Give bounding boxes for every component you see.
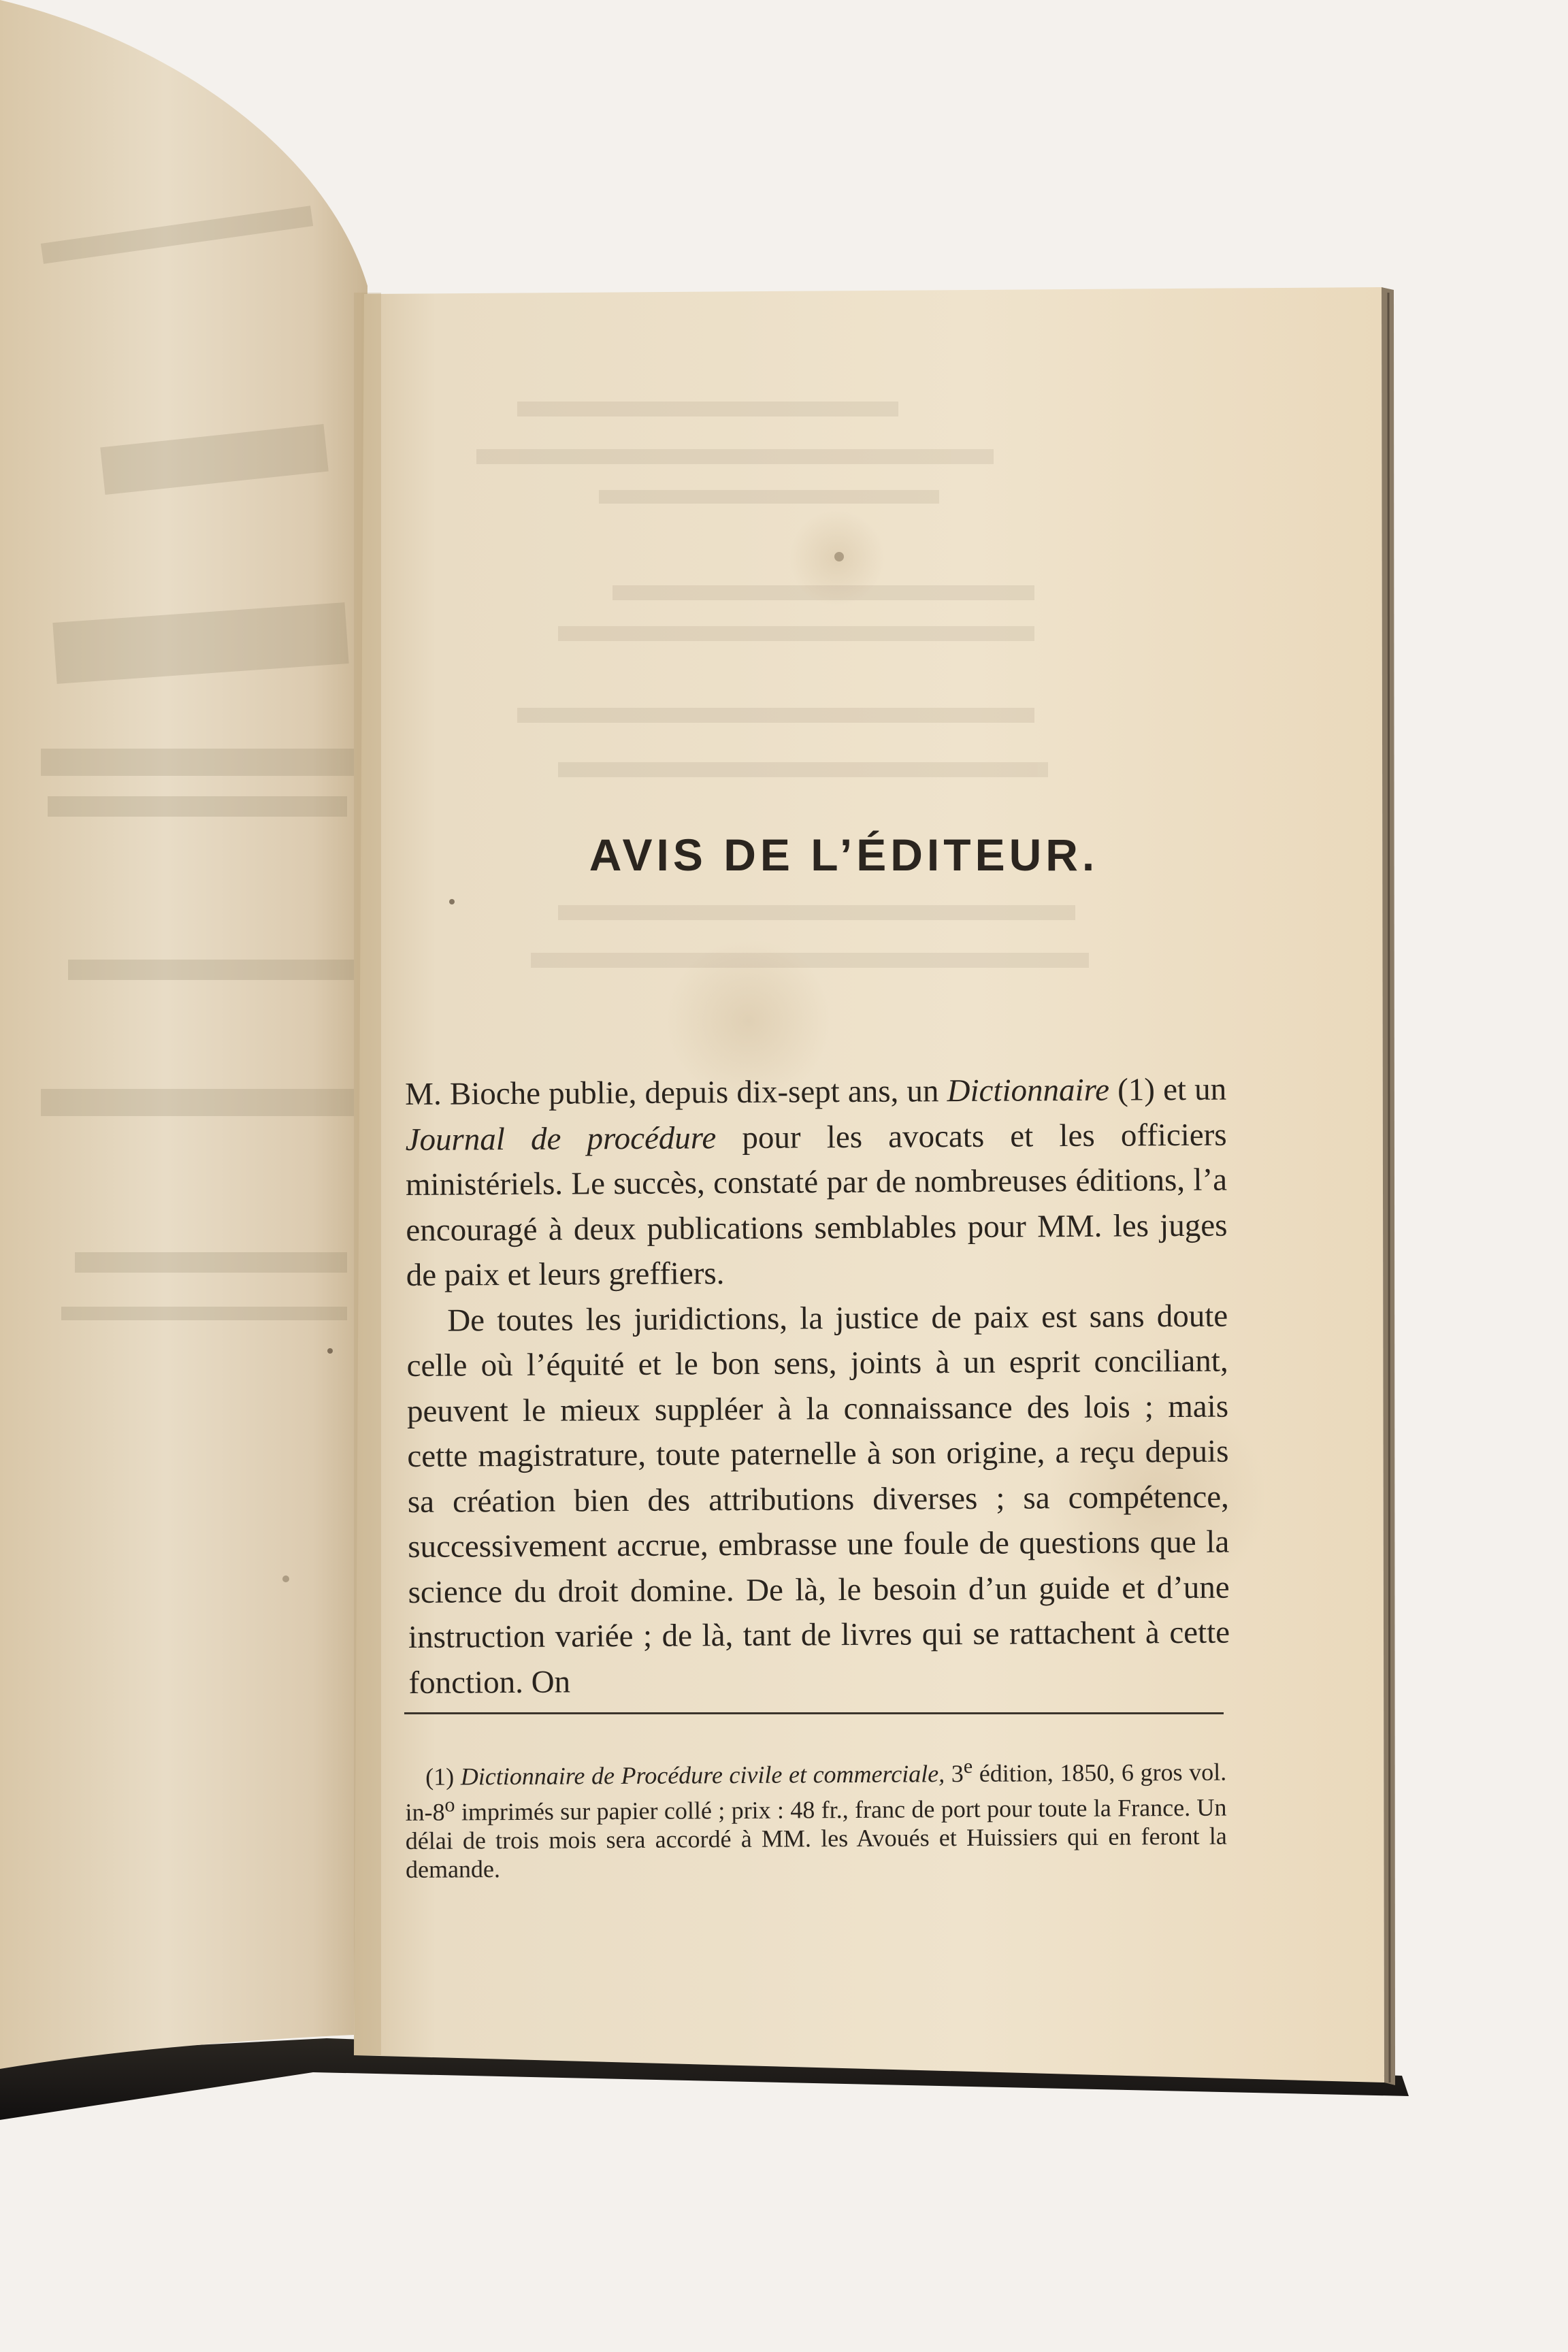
paragraph-1-text-b: (1) et un [1109, 1071, 1227, 1108]
footnote-title-italic: Dictionnaire de Procédure civile et commerciale, [460, 1760, 945, 1791]
dictionnaire-italic: Dictionnaire [947, 1072, 1110, 1109]
paragraph-2: De toutes les juridictions, la justice de paix est sans doute celle où l’équité et le bon sens, joints à un esprit conciliant, peuvent le mieux suppléer à la connaissance des lois ; mais cette magistrature, toute paternelle à son origine, a reçu depuis sa création bien des attributions diverses ; sa compétence, successivement accrue, embrasse une foule de questions que la science du droit domine. De là, le besoin d’un guide et d’une instruction variée ; de là, tant de livres qui se rattachent à cette fonction. On [406, 1298, 1230, 1701]
journal-italic: Journal de procédure [405, 1120, 717, 1158]
footnote-text-b: imprimés sur papier collé ; prix : 48 fr., franc de port pour toute la France. Un délai de trois mois sera accordé à MM. les Avoués et Huissiers qui en feront la demande. [405, 1793, 1227, 1883]
footnote-edition-sup: e [963, 1754, 973, 1778]
footnote-number: (1) [425, 1763, 455, 1791]
footnote-text-a: édition, 1850, 6 gros vol. in-8 [405, 1758, 1227, 1826]
footnote-edition-number: 3 [945, 1759, 964, 1788]
footnote-in8-sup: o [444, 1793, 455, 1816]
paragraph-1-text-c: pour les avocats et les officiers ministériels. Le succès, constaté par de nombreuses éditions, l’a encouragé à deux publications semblables pour MM. les juges de paix et leurs greffiers. [405, 1117, 1228, 1293]
left-page [0, 0, 368, 2069]
paragraph-1-text-a: M. Bioche publie, depuis dix-sept ans, un [405, 1073, 947, 1112]
page-title: AVIS DE L’ÉDITEUR. [589, 830, 1099, 880]
gutter-shadow [354, 293, 381, 2055]
